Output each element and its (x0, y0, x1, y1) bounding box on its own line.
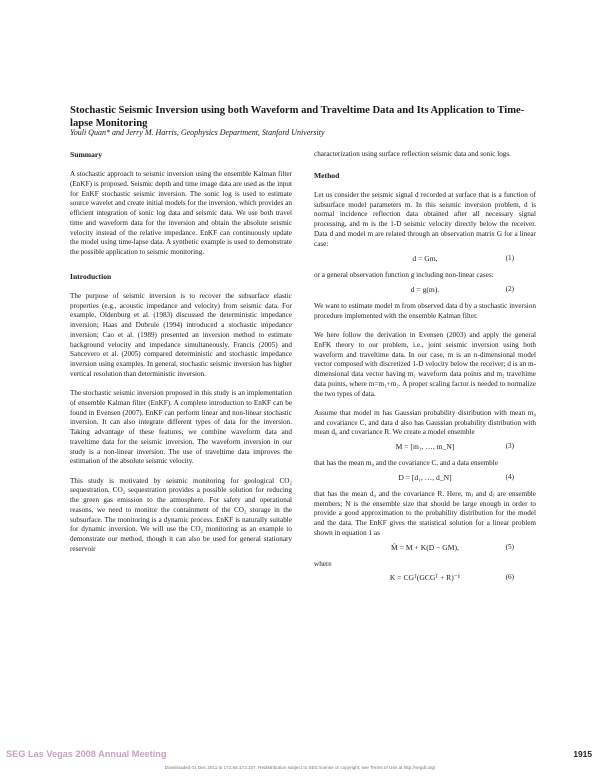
equation-4-expr: D = [d₁, …, d_N] (398, 472, 452, 482)
method-paragraph-4: that has the mean d₀ and the covariance R. Here, mⱼ and dⱼ are ensemble members; N is the ensemble size that should be large enough in order to provide a good approximation to the probability distribution for the model and the data. The EnKF gives the statistical solution for a linear problem shown in equation 1 as (314, 489, 536, 537)
page-number: 1915 (573, 749, 592, 759)
intro-paragraph-2: The stochastic seismic inversion proposed in this study is an implementation of ensemble Kalman filter (EnKF). A complete introduction to EnKF can be found in Evensen (2007). EnKF can perform linear and non-linear stochastic inversion. It can also integrate different types of data for the inversion. Taking advantage of these features, we combine waveform data and traveltime data for the seismic inversion. The waveform inversion in our study is a non-linear inversion. The use of traveltime data improves the estimation of the absolute seismic velocity. (70, 389, 292, 466)
summary-paragraph: A stochastic approach to seismic inversion using the ensemble Kalman filter (EnKF) is proposed. Seismic depth and time image data are used as the input for EnKF stochastic seismic inversion. The sonic log is used to estimate source wavelet and create initial models for the inversion, which provides an efficient integration of sonic log data and seismic data. We use both travel time and waveform data for the inversion and obtain the absolute seismic velocity instead of the relative impedance. EnKF can continuously update the model using time-lapse data. A synthetic example is used to demonstrate the possible application to seismic monitoring. (70, 170, 292, 256)
download-note: Downloaded 01 Dec 2011 to 171.64.173.107. Redistribution subject to SEG license or copyright; see Terms of Use at http://segdl.org/ (164, 765, 436, 770)
equation-2-expr: d = g(m). (410, 285, 440, 295)
text-ensemble: that has the mean m₀ and the covariance C, and a data ensemble (314, 459, 498, 467)
method-paragraph-3: Assume that model m has Gaussian probability distribution with mean m₀ and covariance C, and data d also has Gaussian probability distribution with mean d₀ and covariance R. We create a model ensemble (314, 408, 536, 437)
equation-3-expr: M = [m₁, …, m_N] (395, 442, 455, 452)
equation-3-number: (3) (505, 442, 514, 451)
left-column (70, 150, 292, 564)
intro-paragraph-3: This study is motivated by seismic monitoring for geological CO₂ sequestration. CO₂ sequestration provides a possible solution for reducing the green gas emission to the atmosphere. For safety and operational reasons, we need to monitor the containment of the CO₂ storage in the subsurface. The monitoring is a dynamic process. EnKF is naturally suitable for dynamic inversion. We will use the CO₂ monitoring as an example to demonstrate our method, though it can also be used for general stationary reservoir (70, 476, 292, 553)
equation-4 (314, 472, 536, 484)
equation-6 (314, 572, 536, 584)
equation-2 (314, 284, 536, 296)
equation-5 (314, 542, 536, 554)
text-want: We want to estimate model m from observed data d by a stochastic inversion procedure implemented with the ensemble Kalman filter. (314, 302, 536, 320)
equation-1-expr: d = Gm, (412, 254, 438, 264)
equation-5-expr: M̂ = M + K(D − GM), (391, 542, 459, 552)
equation-4-number: (4) (505, 472, 514, 481)
equation-6-number: (6) (505, 573, 514, 582)
summary-heading: Summary (70, 150, 103, 159)
equation-5-number: (5) (505, 542, 514, 551)
right-column (314, 150, 536, 590)
equation-6-expr: K = CGᵀ(GCGᵀ + R)⁻¹ (389, 573, 461, 583)
equation-2-number: (2) (505, 285, 514, 294)
equation-1 (314, 253, 536, 265)
method-paragraph-1: Let us consider the seismic signal d recorded at surface that is a function of subsurface model parameters m. In this seismic inversion problem, d is normal incidence reflection data obtained after all necessary signal processing, and m is the 1-D seismic velocity directly below the receiver. Data d and model m are related through an observation matrix G for a linear case: (314, 190, 536, 248)
introduction-heading: Introduction (70, 271, 112, 281)
method-paragraph-2: We here follow the derivation in Evensen (2003) and apply the general EnFK theory to our problem, i.e., joint seismic inversion using both waveform and traveltime data. In our case, m is an n-dimensional model vector composed with discretized 1-D velocity below the receiver; d is an m-dimensional data vector having m₁ waveform data points and m₂ traveltime data points, where m=m₁+m₂. A proper scaling factor is needed to normalize the two types of data. (314, 331, 536, 398)
method-heading: Method (314, 170, 340, 180)
paper-authors: Youli Quan* and Jerry M. Harris, Geophysics Department, Stanford University (70, 128, 325, 137)
paper-title: Stochastic Seismic Inversion using both Waveform and Traveltime Data and Its Application to Time-lapse Monitoring (70, 105, 525, 129)
text-where: where (314, 559, 332, 568)
equation-1-number: (1) (505, 254, 514, 263)
intro-paragraph-1: The purpose of seismic inversion is to recover the subsurface elastic properties (e.g., acoustic impedance and velocity) from seismic data. For example, Oldenburg et al. (1983) discussed the deterministic impedance inversion; Haas and Dubrule (1994) introduced a stochastic impedance inversion; Cao et al. (1989) presented an inversion method to estimate background velocity and impedance simultaneously. Francis (2005) and Sancevero et al. (2005) compared deterministic and stochastic impedance inversion using examples. In general, stochastic seismic inversion has higher vertical resolution than deterministic inversion. (70, 291, 292, 378)
meeting-footer: SEG Las Vegas 2008 Annual Meeting (6, 749, 167, 759)
text-nonlinear: or a general observation function g including non-linear cases: (314, 271, 494, 280)
equation-3 (314, 441, 536, 453)
continued-text: characterization using surface reflection seismic data and sonic logs. (314, 150, 511, 158)
